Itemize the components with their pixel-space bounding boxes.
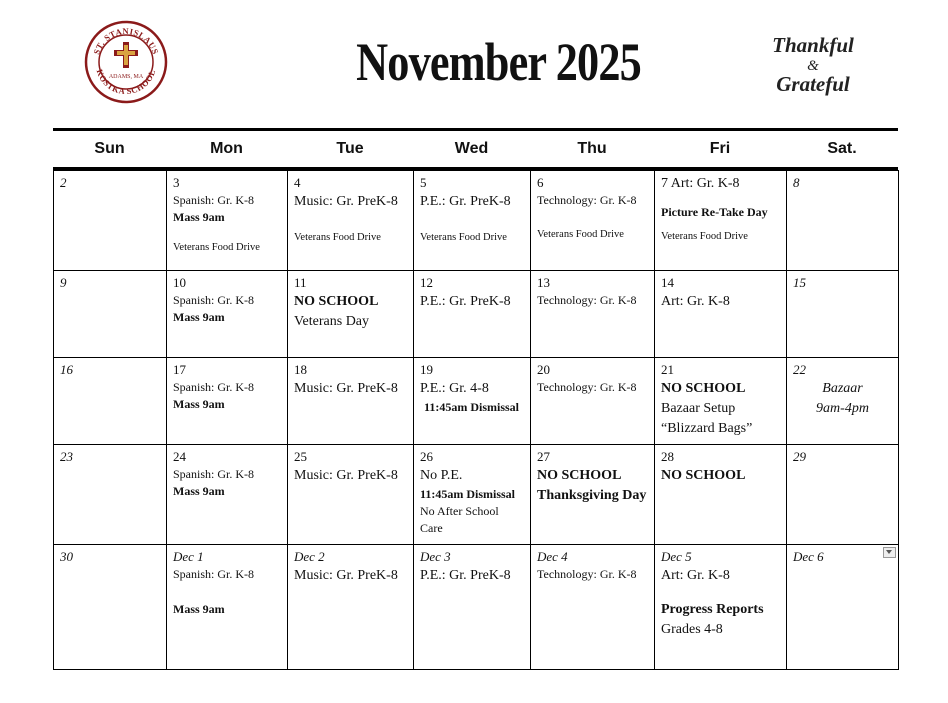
decor-line1: Thankful — [772, 33, 854, 57]
thankful-grateful-logo — [763, 30, 863, 98]
weekday-wed: Wed — [454, 140, 489, 157]
event-text: 11:45am Dismissal — [424, 400, 520, 414]
day-cell[interactable] — [531, 358, 655, 445]
day-number: Dec 6 — [793, 549, 824, 564]
event-text: Spanish: Gr. K-8 — [173, 293, 254, 307]
day-cell[interactable] — [414, 445, 531, 545]
event-text: Music: Gr. PreK-8 — [294, 568, 398, 583]
day-cell[interactable] — [167, 271, 288, 358]
event-text: No After School Care — [420, 504, 499, 535]
event-text: Spanish: Gr. K-8 — [173, 193, 254, 207]
day-number: 15 — [793, 275, 806, 290]
day-number: 14 — [661, 275, 674, 290]
day-cell[interactable] — [655, 171, 787, 271]
event-text: Mass 9am — [173, 397, 225, 411]
weekday-mon: Mon — [210, 140, 243, 157]
day-cell[interactable] — [167, 171, 288, 271]
day-number: Dec 1 — [173, 549, 204, 564]
day-number: 28 — [661, 449, 674, 464]
logo-city: ADAMS, MA — [108, 74, 144, 80]
event-text: Art: Gr. K-8 — [670, 176, 740, 191]
day-cell[interactable] — [288, 545, 414, 670]
event-text: Veterans Food Drive — [173, 242, 260, 253]
event-text: Spanish: Gr. K-8 — [173, 567, 254, 581]
day-cell[interactable] — [414, 171, 531, 271]
day-number: 23 — [60, 449, 73, 464]
day-cell[interactable] — [531, 545, 655, 670]
day-number: 10 — [173, 275, 186, 290]
day-number: 8 — [793, 175, 800, 190]
decor-amp: & — [807, 58, 819, 74]
event-text: Veterans Day — [294, 314, 370, 329]
day-number: 2 — [60, 175, 67, 190]
event-text: P.E.: Gr. PreK-8 — [420, 194, 511, 209]
event-text: Music: Gr. PreK-8 — [294, 468, 398, 483]
event-text: NO SCHOOL — [537, 468, 622, 483]
weekday-tue: Tue — [336, 140, 364, 157]
event-text: NO SCHOOL — [661, 381, 746, 396]
event-text: Music: Gr. PreK-8 — [294, 381, 398, 396]
event-text: P.E.: Gr. PreK-8 — [420, 568, 511, 583]
event-text: Thanksgiving Day — [537, 488, 647, 503]
event-text: Technology: Gr. K-8 — [537, 567, 637, 581]
day-cell[interactable] — [54, 271, 167, 358]
day-cell[interactable] — [54, 171, 167, 271]
day-number: Dec 3 — [420, 549, 451, 564]
event-text: Grades 4-8 — [661, 622, 723, 637]
day-number: 18 — [294, 362, 307, 377]
day-cell[interactable] — [531, 171, 655, 271]
day-cell[interactable] — [787, 271, 899, 358]
day-cell[interactable] — [787, 445, 899, 545]
day-number: 11 — [294, 275, 307, 290]
day-number: 12 — [420, 275, 433, 290]
event-text: No P.E. — [420, 468, 463, 483]
event-text: Progress Reports — [661, 602, 764, 617]
weekday-thu: Thu — [577, 140, 607, 157]
day-number: 24 — [173, 449, 186, 464]
event-text: Veterans Food Drive — [661, 231, 748, 242]
day-number: 30 — [60, 549, 73, 564]
day-number: 26 — [420, 449, 433, 464]
event-text: Technology: Gr. K-8 — [537, 193, 637, 207]
event-text: Mass 9am — [173, 310, 225, 324]
event-text: “Blizzard Bags” — [661, 421, 753, 436]
event-text: 9am-4pm — [816, 401, 869, 416]
day-cell[interactable] — [54, 545, 167, 670]
logo-ring-top: ST. STANISLAUS — [91, 25, 161, 56]
day-cell[interactable] — [288, 445, 414, 545]
day-cell[interactable] — [167, 358, 288, 445]
day-number: 9 — [60, 275, 67, 290]
event-text: Veterans Food Drive — [537, 229, 624, 240]
week-row — [54, 445, 899, 545]
day-number: Dec 2 — [294, 549, 325, 564]
day-cell[interactable] — [655, 358, 787, 445]
weekday-sat: Sat. — [827, 140, 857, 157]
day-cell[interactable] — [414, 271, 531, 358]
event-text: Technology: Gr. K-8 — [537, 380, 637, 394]
weekday-sun: Sun — [94, 140, 125, 157]
day-cell[interactable] — [54, 445, 167, 545]
event-text: Bazaar — [822, 381, 863, 396]
day-number: 6 — [537, 175, 544, 190]
day-number: 25 — [294, 449, 307, 464]
day-cell[interactable] — [414, 545, 531, 670]
day-number: 22 — [793, 362, 806, 377]
week-row — [54, 171, 899, 271]
day-cell[interactable] — [655, 545, 787, 670]
day-number: 29 — [793, 449, 806, 464]
day-cell[interactable] — [288, 358, 414, 445]
weekday-header — [53, 131, 898, 167]
day-cell[interactable] — [787, 171, 899, 271]
logo-ring-bottom: KOSTKA SCHOOL — [94, 67, 158, 97]
event-text: Music: Gr. PreK-8 — [294, 194, 398, 209]
day-cell[interactable] — [531, 271, 655, 358]
event-text: Veterans Food Drive — [294, 232, 381, 243]
event-text: Mass 9am — [173, 484, 225, 498]
day-number: 7 — [661, 176, 668, 191]
event-text: Art: Gr. K-8 — [661, 294, 730, 309]
day-cell[interactable] — [414, 358, 531, 445]
week-row — [54, 358, 899, 445]
day-number: 21 — [661, 362, 674, 377]
day-cell[interactable] — [787, 545, 899, 670]
day-number: 20 — [537, 362, 550, 377]
event-text: P.E.: Gr. 4-8 — [420, 381, 489, 396]
event-text: Mass 9am — [173, 602, 225, 616]
chevron-down-icon[interactable] — [883, 547, 896, 558]
event-text: NO SCHOOL — [294, 294, 379, 309]
week-row — [54, 271, 899, 358]
event-text: Veterans Food Drive — [420, 232, 507, 243]
day-number: 16 — [60, 362, 73, 377]
day-number: 19 — [420, 362, 433, 377]
event-text: 11:45am Dismissal — [420, 487, 516, 501]
event-text: Spanish: Gr. K-8 — [173, 380, 254, 394]
day-number: Dec 4 — [537, 549, 568, 564]
day-number: 27 — [537, 449, 550, 464]
day-number: Dec 5 — [661, 549, 692, 564]
page-title: November 2025 — [356, 32, 642, 92]
day-cell[interactable] — [787, 358, 899, 445]
event-text: Spanish: Gr. K-8 — [173, 467, 254, 481]
day-cell[interactable] — [54, 358, 167, 445]
day-cell[interactable] — [655, 445, 787, 545]
day-cell[interactable] — [167, 445, 288, 545]
day-cell[interactable] — [288, 171, 414, 271]
week-row — [54, 545, 899, 670]
event-text: P.E.: Gr. PreK-8 — [420, 294, 511, 309]
event-text: Mass 9am — [173, 210, 225, 224]
event-text: Bazaar Setup — [661, 401, 736, 416]
weekday-fri: Fri — [709, 140, 731, 157]
day-cell[interactable] — [167, 545, 288, 670]
event-text: NO SCHOOL — [661, 468, 746, 483]
day-cell[interactable] — [288, 271, 414, 358]
day-number: 4 — [294, 175, 301, 190]
school-logo — [84, 20, 168, 104]
day-number: 5 — [420, 175, 427, 190]
calendar-grid — [53, 170, 899, 670]
event-text: Technology: Gr. K-8 — [537, 293, 637, 307]
day-number: 17 — [173, 362, 186, 377]
day-cell[interactable] — [531, 445, 655, 545]
decor-line2: Grateful — [776, 72, 850, 96]
day-number: 13 — [537, 275, 550, 290]
event-text: Picture Re-Take Day — [661, 205, 768, 219]
day-number: 3 — [173, 175, 180, 190]
event-text: Art: Gr. K-8 — [661, 568, 730, 583]
day-cell[interactable] — [655, 271, 787, 358]
